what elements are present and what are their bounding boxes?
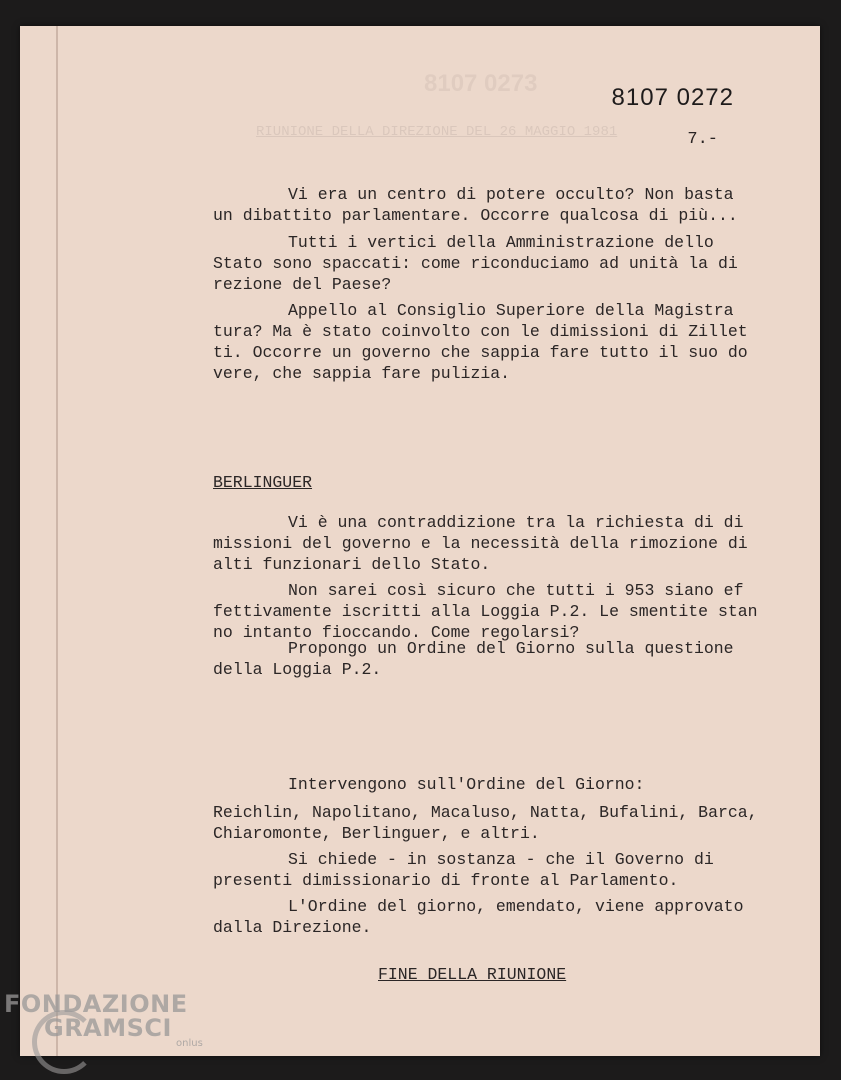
document-number: 8107 0272 — [611, 84, 734, 111]
speaker-heading: BERLINGUER — [213, 473, 313, 492]
paragraph-line: L'Ordine del giorno, emendato, viene approvato — [288, 897, 744, 916]
paragraph-line: tura? Ma è stato coinvolto con le dimissioni di Zillet — [213, 322, 748, 341]
paragraph-line: rezione del Paese? — [213, 275, 392, 294]
watermark-line: FONDAZIONE — [4, 990, 188, 1018]
paragraph-line: alti funzionari dello Stato. — [213, 555, 491, 574]
watermark-line: GRAMSCI — [44, 1014, 172, 1042]
paragraph-line: no intanto fioccando. Come regolarsi? — [213, 623, 580, 642]
bleed-through-title: RIUNIONE DELLA DIREZIONE DEL 26 MAGGIO 1981 — [256, 124, 618, 140]
paragraph-line: un dibattito parlamentare. Occorre qualcosa di più... — [213, 206, 738, 225]
paragraph-line: Tutti i vertici della Amministrazione dello — [288, 233, 714, 252]
watermark — [4, 990, 203, 1049]
paragraph-line: fettivamente iscritti alla Loggia P.2. Le smentite stan — [213, 602, 758, 621]
paragraph-line: Chiaromonte, Berlinguer, e altri. — [213, 824, 540, 843]
watermark-line: onlus — [176, 1038, 203, 1049]
page-number: 7.- — [687, 130, 718, 149]
paragraph-line: presenti dimissionario di fronte al Parlamento. — [213, 871, 679, 890]
paragraph-line: Intervengono sull'Ordine del Giorno: — [288, 775, 645, 794]
bleed-through-number: 8107 0273 — [424, 70, 538, 97]
paragraph-line: della Loggia P.2. — [213, 660, 382, 679]
paragraph-line: Reichlin, Napolitano, Macaluso, Natta, Bufalini, Barca, — [213, 803, 758, 822]
document-page — [20, 26, 820, 1056]
paragraph-line: missioni del governo e la necessità della rimozione di — [213, 534, 748, 553]
paragraph-line: Propongo un Ordine del Giorno sulla questione — [288, 639, 734, 658]
page-fold — [56, 26, 58, 1056]
paragraph-line: Vi era un centro di potere occulto? Non basta — [288, 185, 734, 204]
paragraph-line: vere, che sappia fare pulizia. — [213, 364, 511, 383]
paragraph-line: Appello al Consiglio Superiore della Magistra — [288, 301, 734, 320]
paragraph-line: Vi è una contraddizione tra la richiesta di di — [288, 513, 744, 532]
paragraph-line: Si chiede - in sostanza - che il Governo di — [288, 850, 714, 869]
paragraph-line: dalla Direzione. — [213, 918, 372, 937]
paragraph-line: Stato sono spaccati: come riconduciamo ad unità la di — [213, 254, 738, 273]
paragraph-line: Non sarei così sicuro che tutti i 953 siano ef — [288, 581, 744, 600]
paragraph-line: ti. Occorre un governo che sappia fare tutto il suo do — [213, 343, 748, 362]
closing-line: FINE DELLA RIUNIONE — [378, 965, 567, 984]
